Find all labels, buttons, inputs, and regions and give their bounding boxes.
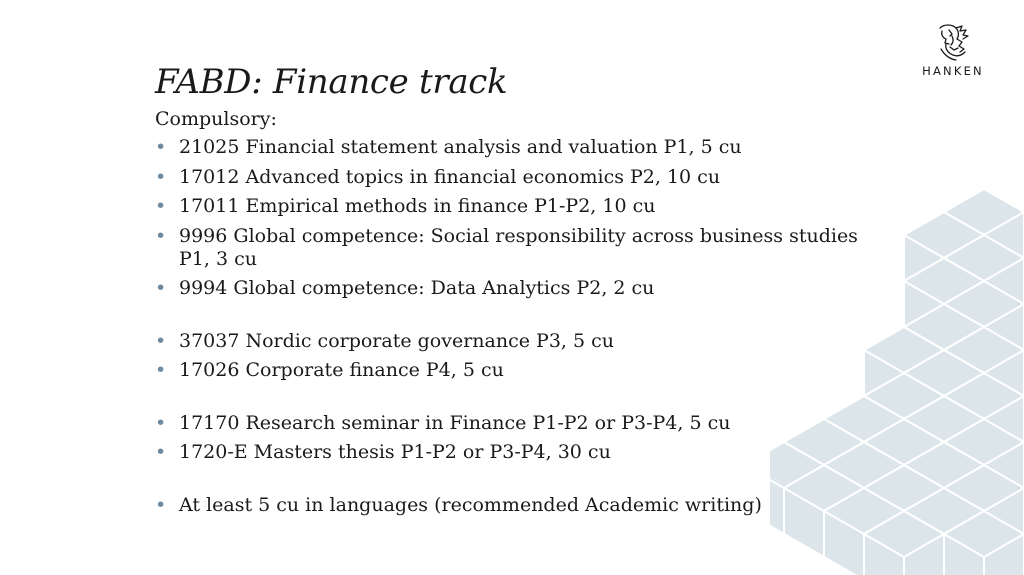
list-item bbox=[155, 166, 875, 189]
list-item bbox=[155, 277, 875, 300]
list-item-text: 17011 Empirical methods in finance P1-P2, 10 cu bbox=[179, 195, 656, 217]
bullet: • bbox=[155, 441, 167, 463]
list-item-text: 9994 Global competence: Data Analytics P2, 2 cu bbox=[179, 277, 655, 299]
slide-subtitle: Compulsory: bbox=[155, 108, 277, 130]
list-item bbox=[155, 494, 875, 517]
list-item bbox=[155, 359, 875, 382]
list-item-text: 17026 Corporate finance P4, 5 cu bbox=[179, 359, 504, 381]
list-item-text: 9996 Global competence: Social responsibility across business studies P1, 3 cu bbox=[179, 224, 858, 270]
bullet: • bbox=[155, 329, 167, 352]
list-item bbox=[155, 225, 875, 271]
list-item-text: 17012 Advanced topics in financial economics P2, 10 cu bbox=[179, 165, 721, 188]
bullet: • bbox=[155, 195, 167, 217]
logo-wordmark: HANKEN bbox=[922, 64, 984, 78]
bullet: • bbox=[155, 493, 167, 516]
bullet: • bbox=[155, 224, 167, 247]
list-item bbox=[155, 195, 875, 218]
bullet: • bbox=[155, 411, 167, 434]
list-item bbox=[155, 412, 875, 435]
list-item-text: 1720-E Masters thesis P1-P2 or P3-P4, 30 cu bbox=[179, 441, 611, 463]
bullet: • bbox=[155, 165, 167, 188]
slide-title: FABD: Finance track bbox=[155, 62, 508, 102]
list-item bbox=[155, 330, 875, 353]
list-item bbox=[155, 441, 875, 464]
list-item-text: 21025 Financial statement analysis and valuation P1, 5 cu bbox=[179, 136, 742, 158]
hanken-logo bbox=[918, 22, 988, 82]
course-list bbox=[155, 136, 875, 523]
bullet: • bbox=[155, 277, 167, 299]
hanken-emblem-icon bbox=[932, 22, 974, 62]
bullet: • bbox=[155, 136, 167, 158]
bullet: • bbox=[155, 359, 167, 381]
list-item-text: At least 5 cu in languages (recommended Academic writing) bbox=[179, 493, 762, 516]
list-item-text: 17170 Research seminar in Finance P1-P2 or P3-P4, 5 cu bbox=[179, 411, 731, 434]
decorative-cube-pattern bbox=[770, 185, 1024, 575]
list-item-text: 37037 Nordic corporate governance P3, 5 cu bbox=[179, 329, 614, 352]
list-item bbox=[155, 136, 875, 159]
